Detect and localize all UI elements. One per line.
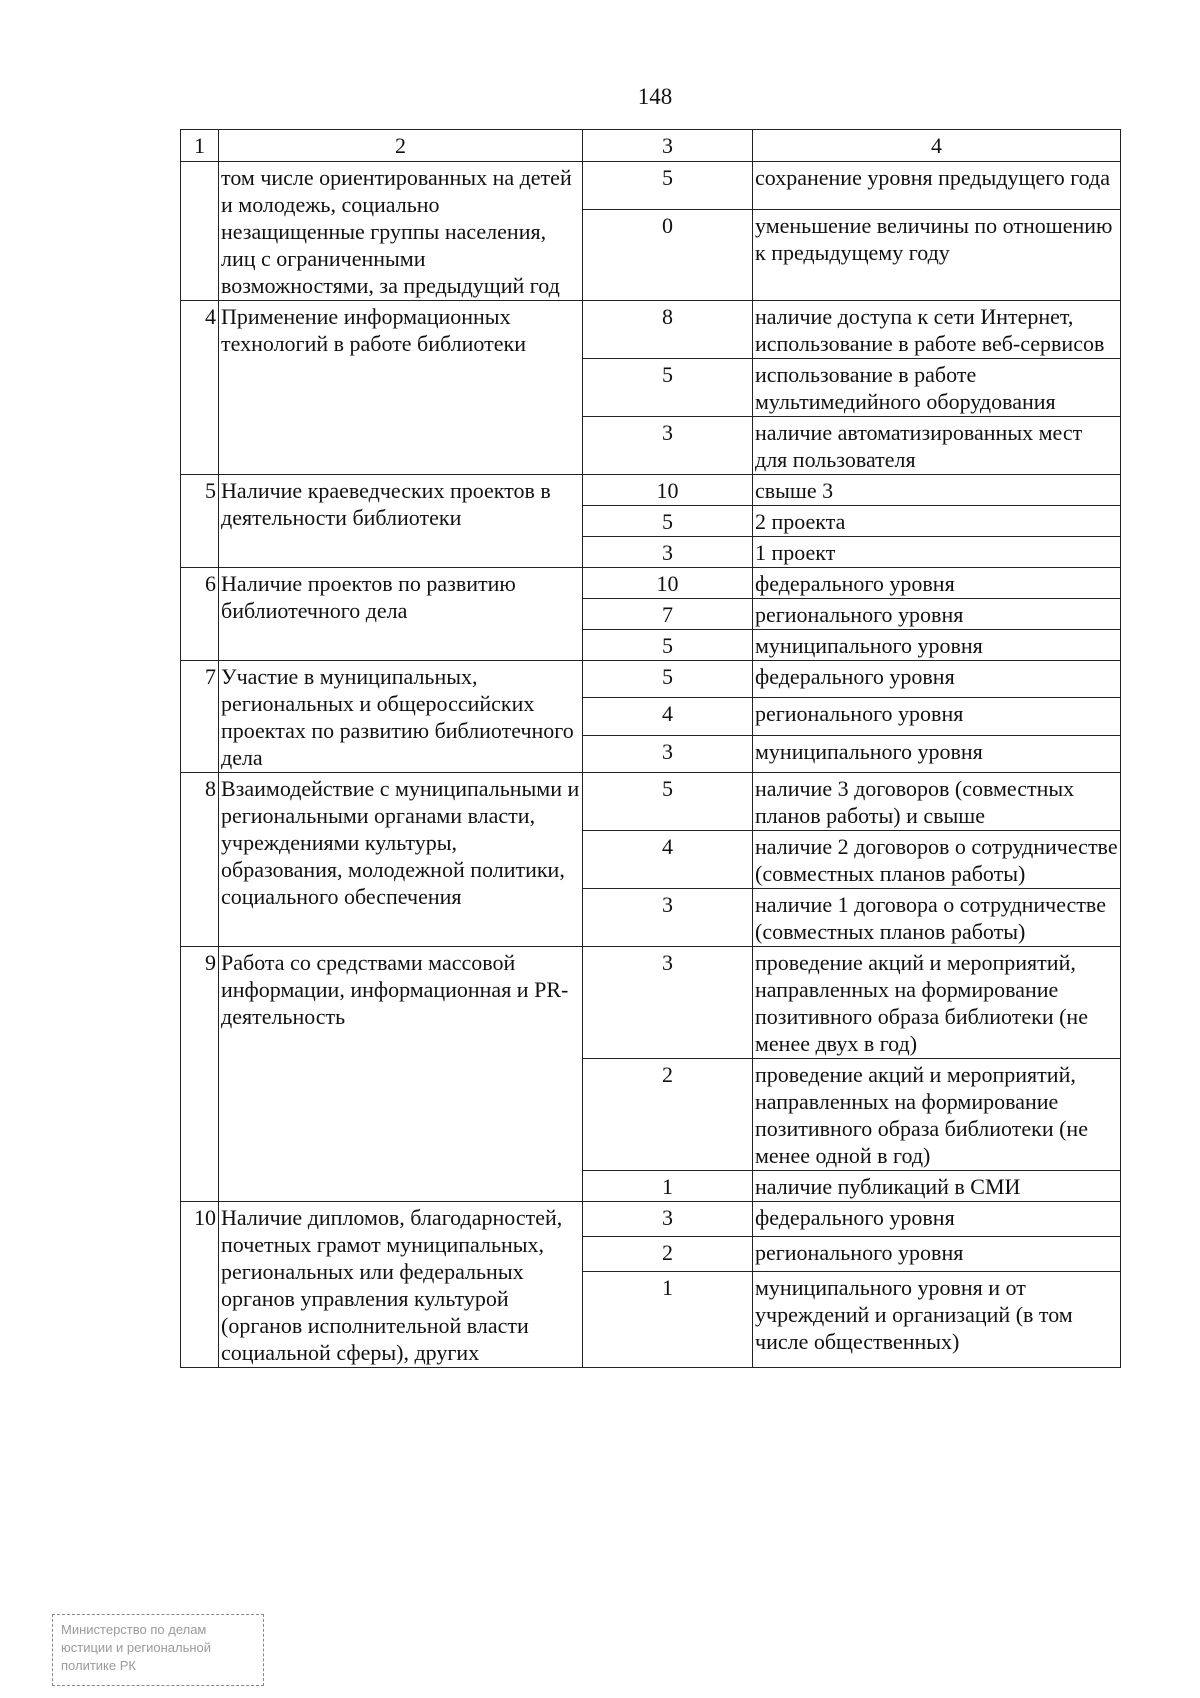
- row-number: 4: [181, 301, 219, 475]
- description-cell: регионального уровня: [753, 599, 1121, 630]
- page-number: 148: [637, 84, 673, 109]
- table-row: [181, 162, 1121, 210]
- description-cell: наличие публикаций в СМИ: [753, 1171, 1121, 1202]
- score-cell: 5: [583, 773, 753, 831]
- description-cell: использование в работе мультимедийного оборудования: [753, 359, 1121, 417]
- criterion-cell: Участие в муниципальных, региональных и общероссийских проектах по развитию библиотечного дела: [219, 661, 583, 773]
- header-cell: 3: [583, 130, 753, 162]
- description-cell: наличие доступа к сети Интернет, использование в работе веб-сервисов: [753, 301, 1121, 359]
- score-cell: 3: [583, 1202, 753, 1237]
- score-cell: 1: [583, 1171, 753, 1202]
- description-cell: проведение акций и мероприятий, направленных на формирование позитивного образа библиотеки (не менее одной в год): [753, 1059, 1121, 1171]
- score-cell: 5: [583, 630, 753, 661]
- registration-stamp: [52, 1614, 264, 1686]
- score-cell: 10: [583, 475, 753, 506]
- description-cell: федерального уровня: [753, 568, 1121, 599]
- score-cell: 3: [583, 947, 753, 1059]
- criterion-cell: Наличие краеведческих проектов в деятельности библиотеки: [219, 475, 583, 568]
- score-cell: 4: [583, 831, 753, 889]
- description-cell: федерального уровня: [753, 1202, 1121, 1237]
- header-cell: 4: [753, 130, 1121, 162]
- score-cell: 4: [583, 698, 753, 735]
- criterion-cell: Применение информационных технологий в работе библиотеки: [219, 301, 583, 475]
- score-cell: 3: [583, 735, 753, 772]
- description-cell: свыше 3: [753, 475, 1121, 506]
- description-cell: регионального уровня: [753, 698, 1121, 735]
- row-number: 9: [181, 947, 219, 1202]
- description-cell: муниципального уровня и от учреждений и организаций (в том числе общественных): [753, 1272, 1121, 1368]
- description-cell: наличие 3 договоров (совместных планов работы) и свыше: [753, 773, 1121, 831]
- description-cell: 1 проект: [753, 537, 1121, 568]
- description-cell: сохранение уровня предыдущего года: [753, 162, 1121, 210]
- table-row: [181, 568, 1121, 599]
- criterion-cell: Наличие дипломов, благодарностей, почетных грамот муниципальных, региональных или федеральных органов управления культурой (органов исполнительной власти социальной сферы), других: [219, 1202, 583, 1368]
- criterion-cell: Наличие проектов по развитию библиотечного дела: [219, 568, 583, 661]
- score-cell: 5: [583, 506, 753, 537]
- stamp-line: юстиции и региональной: [61, 1640, 212, 1655]
- criterion-cell: Взаимодействие с муниципальными и региональными органами власти, учреждениями культуры, образования, молодежной политики, социального обеспечения: [219, 773, 583, 947]
- table-row: [181, 947, 1121, 1059]
- score-cell: 0: [583, 210, 753, 301]
- score-cell: 5: [583, 162, 753, 210]
- criterion-cell: Работа со средствами массовой информации, информационная и PR-деятельность: [219, 947, 583, 1202]
- row-number: 5: [181, 475, 219, 568]
- criterion-cell: том числе ориентированных на детей и молодежь, социально незащищенные группы населения, лиц с ограниченными возможностями, за предыдущий год: [219, 162, 583, 301]
- score-cell: 7: [583, 599, 753, 630]
- description-cell: муниципального уровня: [753, 735, 1121, 772]
- header-row: [181, 130, 1121, 162]
- score-cell: 3: [583, 889, 753, 947]
- description-cell: наличие 2 договоров о сотрудничестве (совместных планов работы): [753, 831, 1121, 889]
- description-cell: 2 проекта: [753, 506, 1121, 537]
- description-cell: муниципального уровня: [753, 630, 1121, 661]
- table-row: [181, 1202, 1121, 1237]
- score-cell: 2: [583, 1237, 753, 1272]
- score-cell: 5: [583, 359, 753, 417]
- score-cell: 3: [583, 417, 753, 475]
- description-cell: проведение акций и мероприятий, направленных на формирование позитивного образа библиотеки (не менее двух в год): [753, 947, 1121, 1059]
- row-number: [181, 162, 219, 301]
- score-cell: 3: [583, 537, 753, 568]
- row-number: 6: [181, 568, 219, 661]
- row-number: 7: [181, 661, 219, 773]
- table-row: [181, 475, 1121, 506]
- description-cell: федерального уровня: [753, 661, 1121, 698]
- table-row: [181, 301, 1121, 359]
- description-cell: наличие автоматизированных мест для пользователя: [753, 417, 1121, 475]
- description-cell: уменьшение величины по отношению к предыдущему году: [753, 210, 1121, 301]
- stamp-line: Министерство по делам: [61, 1622, 207, 1637]
- row-number: 8: [181, 773, 219, 947]
- table-row: [181, 661, 1121, 698]
- score-cell: 8: [583, 301, 753, 359]
- score-cell: 5: [583, 661, 753, 698]
- header-cell: 1: [181, 130, 219, 162]
- stamp-line: политике РК: [61, 1658, 136, 1673]
- row-number: 10: [181, 1202, 219, 1368]
- criteria-table: [180, 129, 1121, 1368]
- table-row: [181, 773, 1121, 831]
- score-cell: 2: [583, 1059, 753, 1171]
- header-cell: 2: [219, 130, 583, 162]
- score-cell: 1: [583, 1272, 753, 1368]
- description-cell: наличие 1 договора о сотрудничестве (совместных планов работы): [753, 889, 1121, 947]
- score-cell: 10: [583, 568, 753, 599]
- description-cell: регионального уровня: [753, 1237, 1121, 1272]
